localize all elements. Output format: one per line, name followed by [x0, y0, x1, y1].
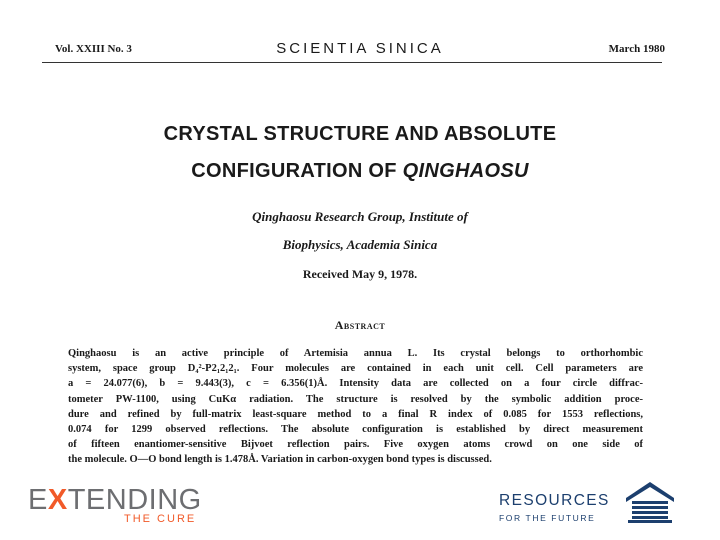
extending-the-cure-logo: [28, 484, 208, 528]
journal-name: SCIENTIA SINICA: [276, 40, 444, 57]
authors-line-2: Biophysics, Academia Sinica: [282, 237, 438, 252]
abstract-line: the molecule. O—O bond length is 1.478Å. Variation in carbon-oxygen bond types is discussed.: [68, 454, 492, 466]
logo-subtitle: THE CURE: [124, 513, 197, 525]
abstract-line: tometer PW-1100, using CuKα radiation. The structure is resolved by the symbolic addition proce-: [68, 393, 643, 405]
abstract-line: dure and refined by full-matrix least-square method to a final R index of 0.085 for 1553 reflections,: [68, 408, 643, 420]
rff-house-icon: [624, 480, 676, 524]
rff-logo-line-1: RESOURCES: [499, 492, 610, 509]
received-date: Received May 9, 1978.: [302, 267, 418, 281]
abstract-heading: Abstract: [334, 318, 386, 332]
logo-wordmark: [28, 484, 202, 516]
issue-date: March 1980: [608, 43, 665, 55]
volume-number: Vol. XXIII No. 3: [55, 43, 132, 55]
title-line-2-prefix: CONFIGURATION OF: [191, 160, 403, 182]
article-title: [0, 116, 720, 190]
abstract-line: Qinghaosu is an active principle of Artemisia annua L. Its crystal belongs to orthorhombic: [68, 348, 643, 359]
title-line-2: [0, 153, 720, 190]
resources-for-the-future-logo: [496, 478, 696, 528]
abstract-body: [68, 346, 643, 468]
rff-logo-line-2: FOR THE FUTURE: [499, 513, 596, 523]
abstract-line: of fifteen enantiomer-sensitive Bijvoet reflection pairs. Five oxygen atoms crowd on one side of: [68, 439, 643, 451]
header-rule: [42, 62, 662, 63]
abstract-line: system, space group D₄²-P2₁2₁2₁. Four molecules are contained in each unit cell. Cell parameters are: [68, 363, 643, 375]
authors-line-1: Qinghaosu Research Group, Institute of: [252, 209, 468, 224]
title-line-1: CRYSTAL STRUCTURE AND ABSOLUTE: [163, 123, 557, 145]
logo-letter-x: X: [47, 484, 68, 516]
running-head: [55, 40, 665, 60]
author-affiliation: [0, 203, 720, 259]
abstract-line: 0.074 for 1299 observed reflections. The absolute configuration is established by direct measurement: [68, 424, 643, 436]
title-compound-name: QINGHAOSU: [402, 160, 529, 182]
logo-wordmark-rest: TENDING: [67, 484, 202, 516]
logo-letter-e: E: [28, 484, 48, 516]
abstract-line: a = 24.077(6), b = 9.443(3), c = 6.356(1)Å. Intensity data are collected on a four circle diffrac-: [68, 378, 643, 390]
